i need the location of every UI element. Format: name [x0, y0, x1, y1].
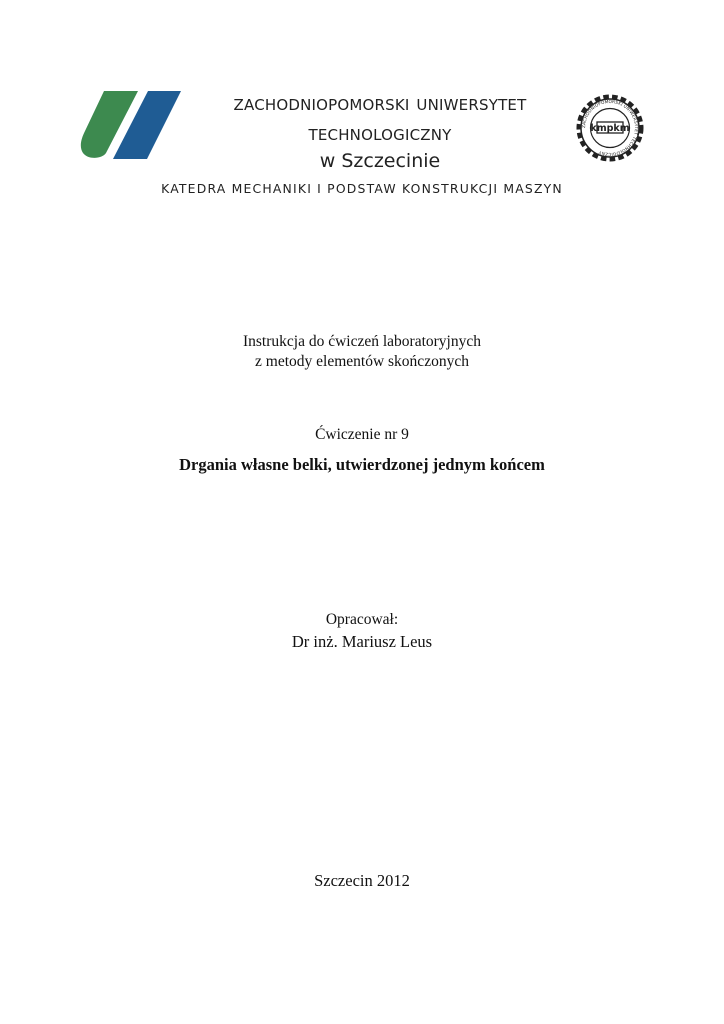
place-year: Szczecin 2012 [314, 871, 410, 890]
exercise-number: Ćwiczenie nr 9 [315, 426, 409, 443]
document-title [0, 332, 724, 372]
zut-logo [80, 91, 182, 159]
title-line2: z metody elementów skończonych [255, 353, 469, 370]
university-name-line1: zachodniopomorski uniwersytet [233, 91, 527, 115]
university-name [190, 88, 570, 174]
exercise-title: Drgania własne belki, utwierdzonej jednym końcem [179, 455, 545, 474]
university-city: w Szczecinie [319, 150, 441, 172]
university-name-line2: technologiczny [308, 121, 452, 145]
seal-ring-text: ZACHODNIOPOMORSKI UNIWERSYTET TECHNOLOGICZNY [581, 99, 639, 157]
department-name: KATEDRA MECHANIKI I PODSTAW KONSTRUKCJI MASZYN [161, 181, 563, 196]
kmpkm-seal-logo [570, 88, 650, 168]
prepared-by-label: Opracował: [325, 611, 399, 628]
author-name: Dr inż. Mariusz Leus [291, 632, 433, 651]
title-line1: Instrukcja do ćwiczeń laboratoryjnych [242, 333, 481, 350]
seal-text: kmpkm [590, 123, 630, 134]
